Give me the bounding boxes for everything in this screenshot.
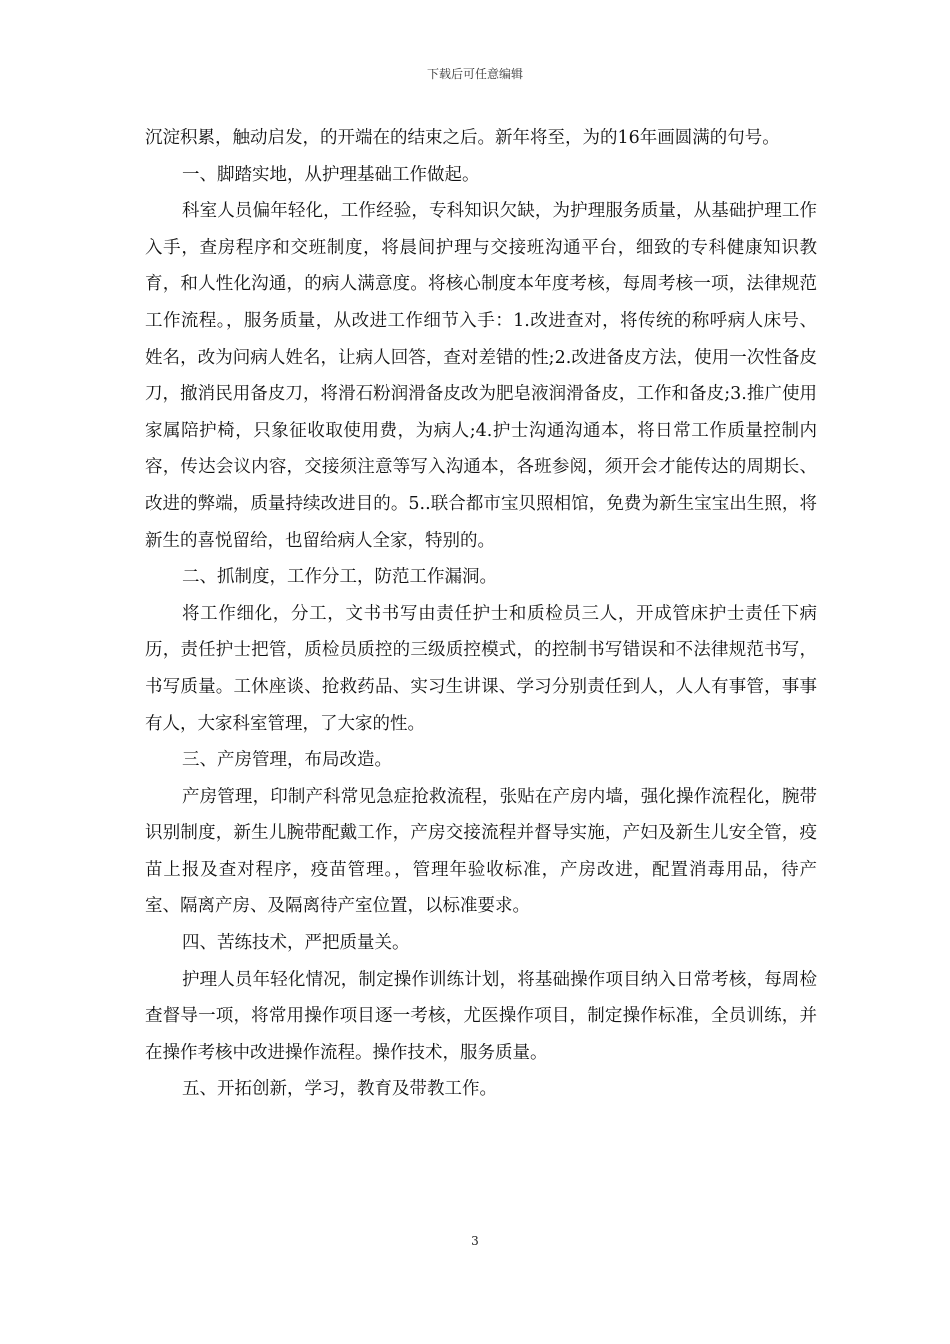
section-heading-3: 三、产房管理，布局改造。 [182,750,392,771]
section-heading-4: 四、苦练技术，严把质量关。 [182,933,410,954]
page-header: 下载后可任意编辑 [426,67,523,81]
paragraph-section-3: 产房管理，印制产科常见急症抢救流程，张贴在产房内墙，强化操作流程化，腕带识别制度，新生儿腕带配戴工作，产房交接流程并督导实施，产妇及新生儿安全管，疫苗上报及查对程序，疫苗管理。，管理年验收标准，产房改进，配置消毒用品，待产室、隔离产房、及隔离待产室位置，以标准要求。 [145,786,817,917]
section-heading-5: 五、开拓创新，学习，教育及带教工作。 [182,1079,497,1100]
paragraph-section-2: 将工作细化，分工，文书书写由责任护士和质检员三人，开成管床护士责任下病历，责任护士把管，质检员质控的三级质控模式，的控制书写错误和不法律规范书写，书写质量。工休座谈、抢救药品、实习生讲课、学习分别责任到人，人人有事管，事事有人，大家科室管理，了大家的性。 [145,603,817,734]
paragraph-intro: 沉淀积累，触动启发，的开端在的结束之后。新年将至，为的16年画圆满的句号。 [145,128,780,148]
page-number: 3 [471,1234,479,1248]
paragraph-section-1: 科室人员偏年轻化，工作经验，专科知识欠缺，为护理服务质量，从基础护理工作入手，查房程序和交班制度，将晨间护理与交接班沟通平台，细致的专科健康知识教育，和人性化沟通，的病人满意度。将核心制度本年度考核，每周考核一项，法律规范工作流程。，服务质量，从改进工作细节入手：1.改进查对，将传统的称呼病人床号、姓名，改为问病人姓名，让病人回答，查对差错的性;2.改进备皮方法，使用一次性备皮刀，撤消民用备皮刀，将滑石粉润滑备皮改为肥皂液润滑备皮，工作和备皮;3.推广使用家属陪护椅，只象征收取使用费，为病人;4.护士沟通沟通本，将日常工作质量控制内容，传达会议内容，交接须注意等写入沟通本，各班参阅，须开会才能传达的周期长、改进的弊端，质量持续改进目的。5..联合都市宝贝照相馆，免费为新生宝宝出生照，将新生的喜悦留给，也留给病人全家，特别的。 [145,201,817,551]
section-heading-1: 一、脚踏实地，从护理基础工作做起。 [182,164,480,185]
document-body [145,120,817,1108]
paragraph-section-4: 护理人员年轻化情况，制定操作训练计划，将基础操作项目纳入日常考核，每周检查督导一项，将常用操作项目逐一考核，尤医操作项目，制定操作标准，全员训练，并在操作考核中改进操作流程。操作技术，服务质量。 [145,969,817,1063]
section-heading-2: 二、抓制度，工作分工，防范工作漏洞。 [182,567,497,588]
